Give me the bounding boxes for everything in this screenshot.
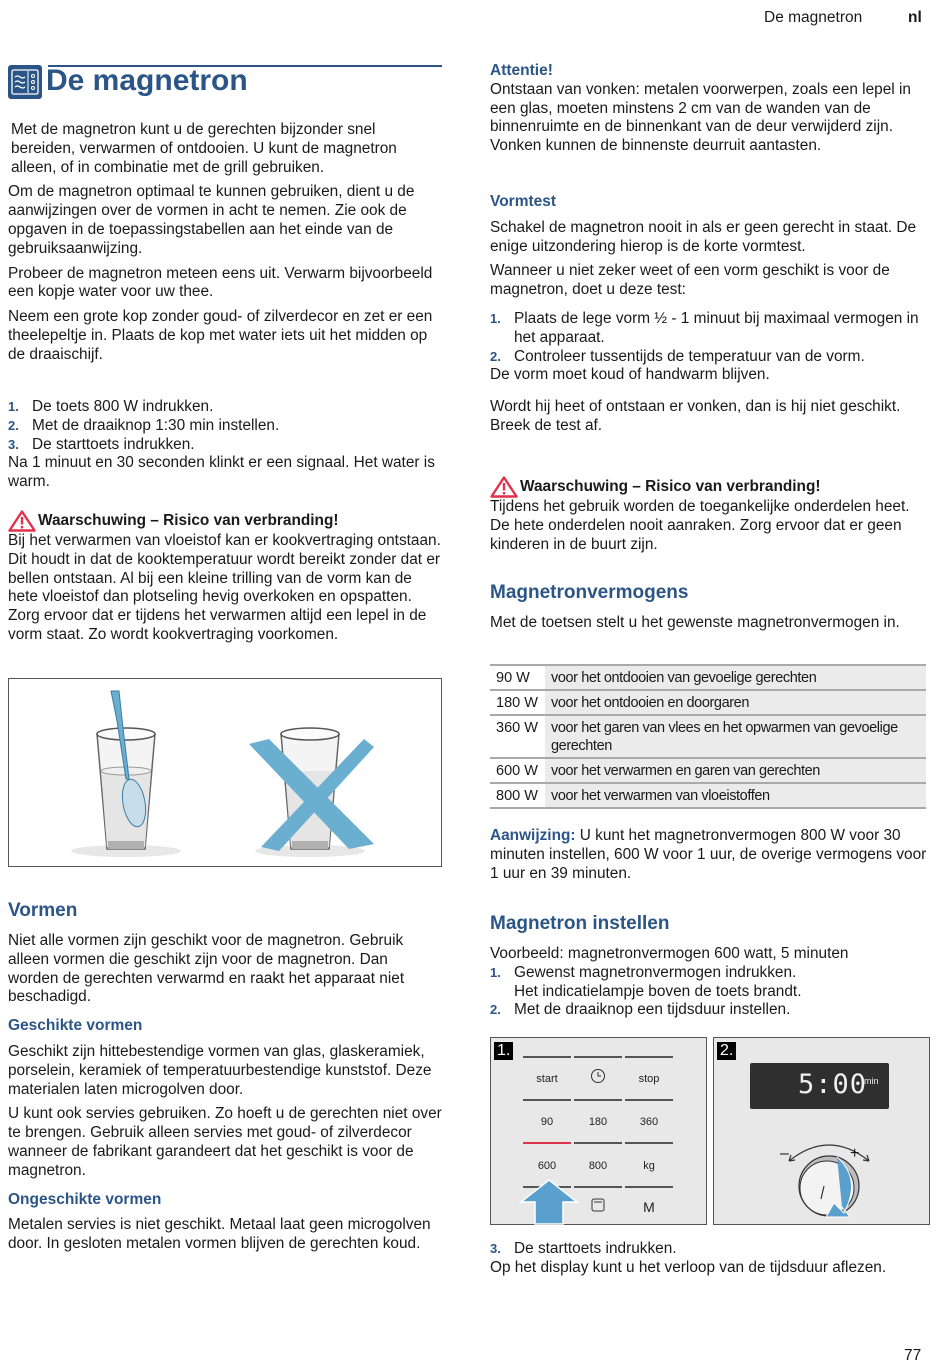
power-cell: 360 W: [490, 715, 545, 758]
clock-icon: [574, 1068, 622, 1091]
section-text: Breek de test af.: [490, 416, 603, 434]
vermogens-section: [490, 582, 930, 633]
subsection-heading: Ongeschikte vormen: [8, 1190, 162, 1208]
vormen-section: [8, 900, 442, 1260]
step-number: 3.: [490, 1241, 501, 1256]
step-text: Met de draaiknop 1:30 min instellen.: [32, 416, 280, 434]
power-key-800: 800: [588, 1160, 608, 1172]
language-code: nl: [908, 9, 922, 26]
list-item: [8, 398, 442, 417]
power-key-180: 180: [588, 1116, 608, 1128]
minus-label: –: [780, 1145, 789, 1162]
step-badge: 1.: [494, 1042, 513, 1060]
step-number: 1.: [490, 964, 501, 980]
intro-paragraph: Neem een grote kop zonder goud- of zilverdecor en zet er een theelepeltje in. Plaats de kop met water iets uit het midden op de draaischijf.: [8, 308, 433, 363]
kg-key: kg: [643, 1160, 655, 1172]
attentie-text: Ontstaan van vonken: metalen voorwerpen, zoals een lepel in een glas, moeten minstens 2 cm van de wanden van de binnenruimte en de binnenkant van de deur verwijderd zijn. Vonken kunnen de binnenste deurruit aantasten.: [490, 80, 911, 155]
subsection-heading: Geschikte vormen: [8, 1017, 143, 1035]
microwave-icon: [8, 65, 42, 99]
power-cell: 90 W: [490, 665, 545, 690]
warning-triangle-icon: [490, 476, 518, 498]
display-knob-illustration: [713, 1037, 930, 1225]
desc-cell: voor het ontdooien van gevoelige gerechten: [545, 665, 926, 690]
list-item: [8, 436, 442, 455]
list-item: [490, 1240, 930, 1259]
step-text: Met de draaiknop een tijdsduur instellen.: [514, 1001, 791, 1019]
section-text: Wanneer u niet zeker weet of een vorm geschikt is voor de magnetron, doet u deze test:: [490, 262, 890, 299]
power-key-90: 90: [540, 1116, 554, 1128]
example-text: Voorbeeld: magnetronvermogen 600 watt, 5 minuten: [490, 945, 849, 962]
section-heading: Magnetronvermogens: [490, 582, 689, 603]
table-row: [490, 715, 926, 758]
final-step: [490, 1240, 930, 1278]
step-text: De toets 800 W indrukken.: [32, 398, 214, 415]
section-text: Op het display kunt u het verloop van de tijdsduur aflezen.: [490, 1258, 887, 1276]
indicator-lamp: [523, 1142, 571, 1144]
warning-block: [490, 476, 930, 554]
warning-text: Tijdens het gebruik worden de toegankelijke onderdelen heet. De hete onderdelen nooit aanraken. Zorg ervoor dat er geen kinderen in de buurt zijn.: [490, 498, 910, 553]
power-table: [490, 664, 926, 809]
section-text: Niet alle vormen zijn geschikt voor de magnetron. Gebruik alleen vormen die geschikt zijn voor de magnetron. Dan worden de gerechten verwarmd en raakt het apparaat niet beschadigd.: [8, 932, 405, 1006]
list-item: [8, 417, 442, 436]
vormtest-section: [490, 193, 930, 436]
subsection-heading: Vormtest: [490, 193, 557, 210]
note-text: U kunt het magnetronvermogen 800 W voor 30 minuten instellen, 600 W voor 1 uur, de overige vermogens voor 1 uur en 39 minuten.: [490, 827, 927, 882]
step-text: De starttoets indrukken.: [32, 435, 195, 453]
step-number: 3.: [8, 436, 19, 452]
desc-cell: voor het ontdooien en doorgaren: [545, 690, 926, 715]
section-heading: Magnetron instellen: [490, 913, 670, 934]
section-text: Schakel de magnetron nooit in als er geen gerecht in staat. De enige uitzondering hierop is de korte vormtest.: [490, 218, 917, 255]
section-text: Wordt hij heet of ontstaan er vonken, dan is hij niet geschikt.: [490, 398, 901, 416]
attentie-title: Attentie!: [490, 62, 553, 79]
desc-cell: voor het verwarmen en garen van gerechten: [545, 758, 926, 783]
plus-label: +: [850, 1145, 860, 1162]
warning-text: Bij het verwarmen van vloeistof kan er kookvertraging ontstaan. Dit houdt in dat de kooktemperatuur wordt bereikt zonder dat er bellen ontstaan. Al bij een kleine trilling van de vorm kan de hete vloeistof dan plotseling hevig overkoken en opspatten. Zorg ervoor dat er tijdens het verwarmen altijd een lepel in de vorm staat. Zo wordt kookvertraging voorkomen.: [8, 532, 441, 643]
step-number: 2.: [8, 417, 19, 433]
table-row: [490, 783, 926, 808]
step-number: 1.: [490, 310, 501, 326]
intro-paragraph: Probeer de magnetron meteen eens uit. Verwarm bijvoorbeeld een kopje water voor uw thee.: [8, 264, 433, 301]
warning-title-text: Waarschuwing – Risico van verbranding!: [38, 511, 339, 529]
table-row: [490, 758, 926, 783]
m-key: M: [643, 1199, 655, 1215]
display-unit: min: [864, 1076, 879, 1086]
warning-block: [8, 510, 442, 645]
start-key: start: [536, 1073, 558, 1085]
step-text: Plaats de lege vorm ½ - 1 minuut bij maximaal vermogen in het apparaat.: [514, 309, 919, 346]
result-text: Na 1 minuut en 30 seconden klinkt er een signaal. Het water is warm.: [8, 454, 435, 491]
section-heading: Vormen: [8, 900, 78, 921]
list-item: [490, 964, 930, 1002]
intro-paragraph: Met de magnetron kunt u de gerechten bijzonder snel bereiden, verwarmen of ontdooien. U kunt de magnetron alleen, of in combinatie met de grill gebruiken.: [11, 121, 397, 176]
intro-paragraph: Om de magnetron optimaal te kunnen gebruiken, dient u de aanwijzingen over de vormen in acht te nemen. Zie ook de opgaven in de toepassingstabellen aan het einde van de gebruiksaanwijzing.: [8, 183, 415, 257]
step-badge: 2.: [717, 1042, 736, 1060]
page-number: 77: [904, 1347, 922, 1364]
section-text: U kunt ook servies gebruiken. Zo hoeft u de gerechten niet over te brengen. Gebruik alleen servies met goud- of zilverdecor wanneer de fabrikant garandeert dat het geschikt is voor de magnetron.: [8, 1105, 442, 1179]
rotary-knob-icon: [774, 1131, 884, 1223]
power-key-360: 360: [639, 1116, 659, 1128]
power-key-600: 600: [537, 1160, 557, 1172]
step-text: Controleer tussentijds de temperatuur van de vorm.: [514, 347, 865, 365]
step-subtext: Het indicatielampje boven de toets brandt.: [514, 982, 802, 1000]
section-text: Met de toetsen stelt u het gewenste magnetronvermogen in.: [490, 614, 900, 631]
oven-icon: [574, 1198, 622, 1219]
table-row: [490, 690, 926, 715]
list-item: [490, 310, 930, 348]
note-block: [490, 827, 930, 883]
desc-cell: voor het garen van vlees en het opwarmen van gevoelige gerechten: [545, 715, 926, 758]
note-label: Aanwijzing:: [490, 827, 576, 844]
display-time: 5:00: [798, 1069, 868, 1100]
attentie-block: [490, 62, 930, 156]
list-item: [490, 1001, 930, 1020]
running-header-title: De magnetron: [764, 9, 863, 26]
warning-title: [8, 510, 442, 532]
instellen-section: [490, 913, 930, 1020]
warning-title-text: Waarschuwing – Risico van verbranding!: [520, 477, 821, 495]
section-text: De vorm moet koud of handwarm blijven.: [490, 366, 770, 384]
intro-section: [8, 121, 442, 371]
control-panel-illustration: [490, 1037, 707, 1225]
time-display: [750, 1063, 889, 1109]
stop-key: stop: [638, 1073, 660, 1085]
warning-triangle-icon: [8, 510, 36, 532]
warning-title: [490, 476, 930, 498]
try-steps-list: [8, 398, 442, 492]
table-row: [490, 665, 926, 690]
step-number: 2.: [490, 348, 501, 364]
power-cell: 800 W: [490, 783, 545, 808]
step-text: Gewenst magnetronvermogen indrukken.: [514, 963, 797, 981]
step-number: 2.: [490, 1002, 501, 1018]
list-item: [490, 348, 930, 367]
arrow-up-icon: [519, 1178, 579, 1226]
desc-cell: voor het verwarmen van vloeistoffen: [545, 783, 926, 808]
power-cell: 600 W: [490, 758, 545, 783]
power-cell: 180 W: [490, 690, 545, 715]
section-text: Geschikt zijn hittebestendige vormen van glas, glaskeramiek, porselein, keramiek of temperatuurbestendige kunststof. Deze materialen laten microgolven door.: [8, 1042, 432, 1098]
step-number: 1.: [8, 399, 19, 414]
section-text: Metalen servies is niet geschikt. Metaal laat geen microgolven door. In gesloten metalen vormen blijven de gerechten koud.: [8, 1216, 431, 1253]
glass-spoon-illustration: [8, 678, 442, 867]
step-text: De starttoets indrukken.: [514, 1240, 677, 1257]
page-title: De magnetron: [46, 64, 248, 97]
